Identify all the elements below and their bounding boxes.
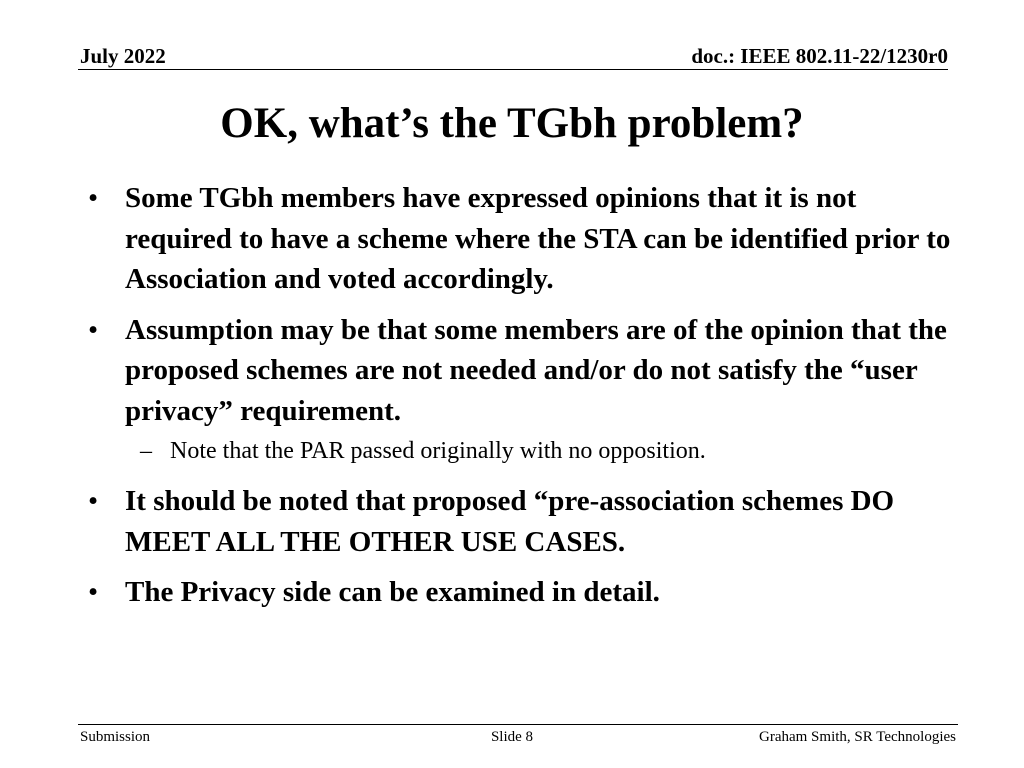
bullet-icon: • [88,576,99,608]
bullet-item-3 [88,481,958,562]
header-date: July 2022 [80,44,166,68]
header-doc-id: doc.: IEEE 802.11-22/1230r0 [691,44,948,68]
bullet-item-4 [88,572,958,613]
dash-icon: – [140,438,152,464]
footer-slide-number: Slide 8 [490,729,534,745]
footer-author: Graham Smith, SR Technologies [759,729,956,745]
slide-title: OK, what’s the TGbh problem? [220,100,804,147]
bullet-item-2 [88,310,958,432]
sub-bullet-item [88,435,958,467]
bullet-text: Some TGbh members have expressed opinions that it is not required to have a scheme where the STA can be identified prior to Association and voted accordingly. [125,182,951,295]
footer-divider [78,724,958,725]
bullet-icon: • [88,485,99,517]
footer-submission: Submission [80,729,151,745]
bullet-text: It should be noted that proposed “pre-association schemes DO MEET ALL THE OTHER USE CASES. [125,485,895,558]
bullet-icon: • [88,313,99,346]
header-divider [78,69,948,70]
bullet-text: Assumption may be that some members are of the opinion that the proposed schemes are not needed and/or do not satisfy the “user privacy” requirement. [125,313,947,427]
sub-bullet-text: Note that the PAR passed originally with no opposition. [170,438,706,464]
bullet-text: The Privacy side can be examined in detail. [125,576,660,608]
bullet-icon: • [88,182,99,214]
bullet-item-1 [88,178,958,300]
bullet-list [88,178,958,623]
